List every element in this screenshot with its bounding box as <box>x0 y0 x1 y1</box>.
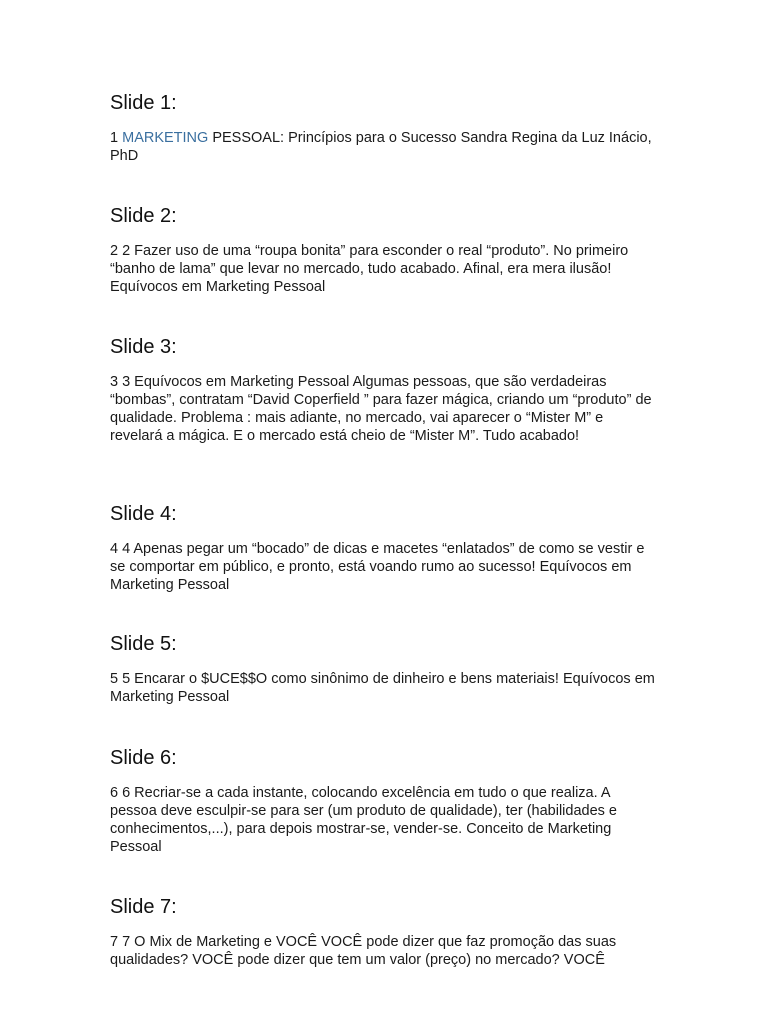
slide-heading: Slide 3: <box>110 336 177 358</box>
slide-section-2 <box>110 204 658 296</box>
slide-heading: Slide 1: <box>110 92 177 114</box>
slide-heading: Slide 7: <box>110 896 177 918</box>
slide-section-5 <box>110 632 658 706</box>
slide-number: 1 <box>110 130 119 146</box>
slide-body-text: PESSOAL: Princípios para o Sucesso Sandra Regina da Luz Inácio, PhD <box>110 130 652 164</box>
slide-body: 5 5 Encarar o $UCE$$O como sinônimo de dinheiro e bens materiais! Equívocos em Marketing Pessoal <box>110 671 655 705</box>
slide-section-7 <box>110 895 658 969</box>
slide-section-1 <box>110 91 658 165</box>
slide-heading: Slide 2: <box>110 205 177 227</box>
slide-section-6 <box>110 746 658 856</box>
slide-body: 7 7 O Mix de Marketing e VOCÊ VOCÊ pode dizer que faz promoção das suas qualidades? VOCÊ pode dizer que tem um valor (preço) no mercado? VOCÊ <box>110 934 617 968</box>
slide-heading: Slide 6: <box>110 747 177 769</box>
slide-body: 4 4 Apenas pegar um “bocado” de dicas e macetes “enlatados” de como se vestir e se comportar em público, e pronto, está voando rumo ao sucesso! Equívocos em Marketing Pessoal <box>110 541 645 593</box>
slide-section-4 <box>110 502 658 594</box>
slide-body: 3 3 Equívocos em Marketing Pessoal Algumas pessoas, que são verdadeiras “bombas”, contratam “David Coperfield ” para fazer mágica, criando um “produto” de qualidade. Problema : mais adiante, no mercado, vai aparecer o “Mister M” e revelará a mágica. E o mercado está cheio de “Mister M”. Tudo acabado! <box>110 374 652 444</box>
slide-section-3 <box>110 335 658 445</box>
slide-body: 6 6 Recriar-se a cada instante, colocando excelência em tudo o que realiza. A pessoa deve esculpir-se para ser (um produto de qualidade), ter (habilidades e conhecimentos,...), para depois mostrar-se, vender-se. Conceito de Marketing Pessoal <box>110 785 617 855</box>
slide-body: 2 2 Fazer uso de uma “roupa bonita” para esconder o real “produto”. No primeiro “banho de lama” que levar no mercado, tudo acabado. Afinal, era mera ilusão! Equívocos em Marketing Pessoal <box>110 243 629 295</box>
highlighted-word: MARKETING <box>122 130 209 146</box>
slide-body <box>110 129 658 165</box>
slide-heading: Slide 5: <box>110 633 177 655</box>
slide-heading: Slide 4: <box>110 503 177 525</box>
